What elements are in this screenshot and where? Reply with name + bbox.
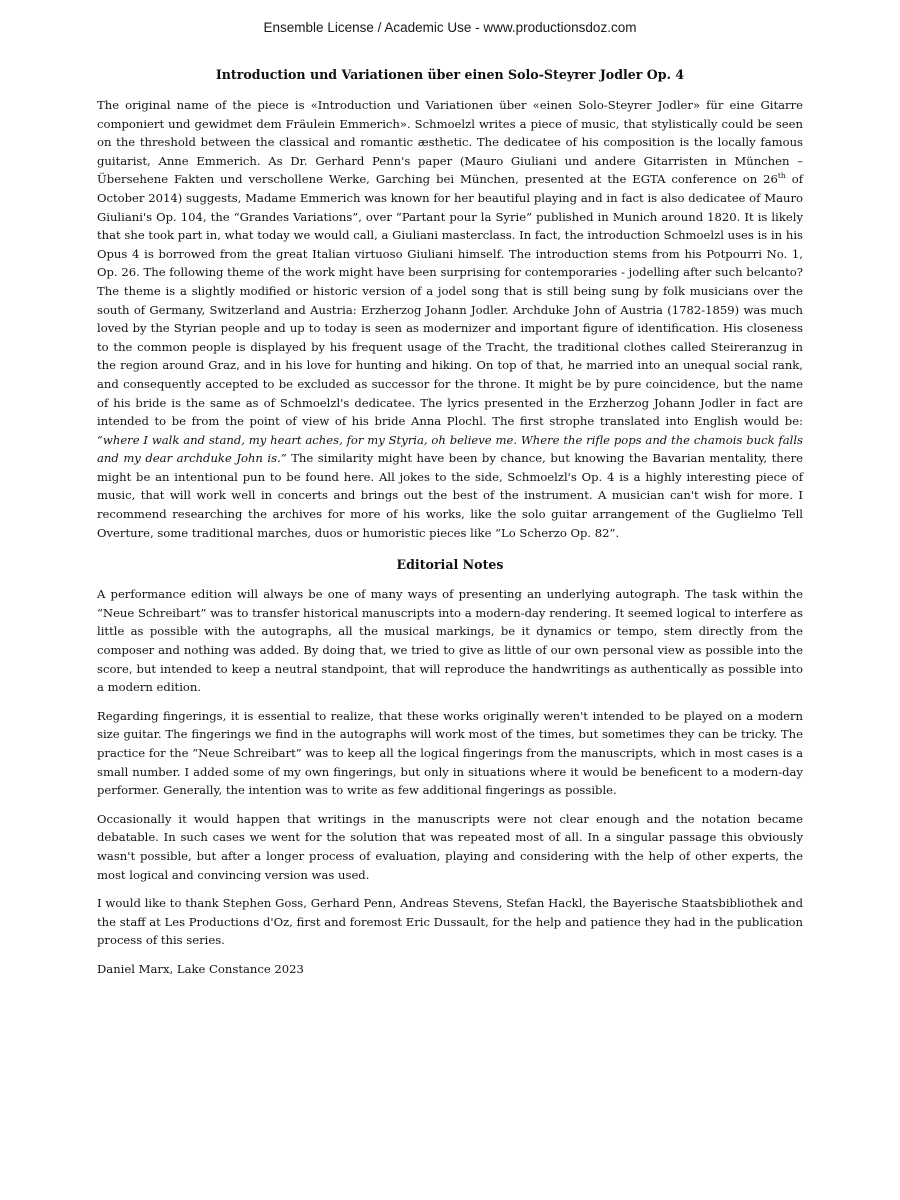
introduction-paragraph [97, 96, 803, 542]
signature: Daniel Marx, Lake Constance 2023 [97, 961, 304, 976]
introduction-text-part-3: The similarity might have been by chance, but knowing the Bavarian mentality, there might be an intentional pun to be found here. All jokes to the side, Schmoelzl's Op. 4 is a highly interesting piece of music, that will work well in concerts and brings out the best of the instrument. A musician can't wish for more. I recommend researching the archives for more of his works, like the solo guitar arrangement of the Guglielmo Tell Overture, some traditional marches, duos or humoristic pieces like “Lo Scherzo Op. 82”. [97, 451, 803, 540]
editorial-paragraph: A performance edition will always be one of many ways of presenting an underlying autograph. The task within the “Neue Schreibart” was to transfer historical manuscripts into a modern-day rendering. It seemed logical to interfere as little as possible with the autographs, all the musical markings, be it dynamics or tempo, stem directly from the composer and nothing was added. By doing that, we tried to give as little of our own personal view as possible into the score, but intended to keep a neutral standpoint, that will reproduce the handwritings as authentically as possible into a modern edition. [97, 587, 803, 695]
document-body [97, 66, 803, 979]
editorial-paragraph: Regarding fingerings, it is essential to realize, that these works originally weren't intended to be played on a modern size guitar. The fingerings we find in the autographs will work most of the times, but sometimes they can be tricky. The practice for the “Neue Schreibart” was to keep all the logical fingerings from the manuscripts, which in most cases is a small number. I added some of my own fingerings, but only in situations where it would be beneficent to a modern-day performer. Generally, the intention was to write as few additional fingerings as possible. [97, 708, 803, 798]
acknowledgements-paragraph: I would like to thank Stephen Goss, Gerhard Penn, Andreas Stevens, Stefan Hackl, the Bayerische Staatsbibliothek and the staff at Les Productions d'Oz, first and foremost Eric Dussault, for the help and patience they had in the publication process of this series. [97, 896, 803, 948]
introduction-text-part-2: of October 2014) suggests, Madame Emmerich was known for her beautiful playing and in fact is also dedicatee of Mauro Giuliani's Op. 104, the “Grandes Variations”, over “Partant pour la Syrie” published in Munich around 1820. It is likely that she took part in, what today we would call, a Giuliani masterclass. In fact, the introduction Schmoelzl uses is in his Opus 4 is borrowed from the great Italian virtuoso Giuliani himself. The introduction stems from his Potpourri No. 1, Op. 26. The following theme of the work might have been surprising for contemporaries - jodelling after such belcanto? The theme is a slightly modified or historic version of a jodel song that is still being sung by folk musicians over the south of Germany, Switzerland and Austria: Erzherzog Johann Jodler. Archduke John of Austria (1782-1859) was much loved by the Styrian people and up to today is seen as modernizer and important figure of identification. His closeness to the common people is displayed by his frequent usage of the Tracht, the traditional clothes called Steireranzug in the region around Graz, and in his love for hunting and hiking. On top of that, he married into an unequal social rank, and consequently accepted to be excluded as successor for the throne. It might be by pure coincidence, but the name of his bride is the same as of Schmoelzl's dedicatee. The lyrics presented in the Erzherzog Johann Jodler in fact are intended to be from the point of view of his bride Anna Plochl. The first strophe translated into English would be: [97, 172, 803, 429]
lyrics-quote: “where I walk and stand, my heart aches, for my Styria, oh believe me. Where the rifle pops and the chamois buck falls and my dear archduke John is.” [97, 432, 803, 466]
ordinal-suffix: th [777, 171, 786, 181]
introduction-title: Introduction und Variationen über einen Solo-Steyrer Jodler Op. 4 [215, 67, 685, 82]
editorial-paragraph: Occasionally it would happen that writings in the manuscripts were not clear enough and the notation became debatable. In such cases we went for the solution that was repeated most of all. In a singular passage this obviously wasn't possible, but after a longer process of evaluation, playing and considering with the help of other experts, the most logical and convincing version was used. [97, 811, 803, 882]
editorial-notes-title: Editorial Notes [396, 557, 504, 573]
introduction-text-part-1: The original name of the piece is «Introduction und Variationen über «einen Solo-Steyrer Jodler» für eine Gitarre componiert und gewidmet dem Fräulein Emmerich». Schmoelzl writes a piece of music, that stylistically could be seen on the threshold between the classical and romantic æsthetic. The dedicatee of his composition is the locally famous guitarist, Anne Emmerich. As Dr. Gerhard Penn's paper (Mauro Giuliani und andere Gitarristen in München – Übersehene Fakten und verschollene Werke, Garching bei München, presented at the EGTA conference on 26 [97, 98, 803, 187]
license-header: Ensemble License / Academic Use - www.productionsdoz.com [263, 20, 637, 35]
